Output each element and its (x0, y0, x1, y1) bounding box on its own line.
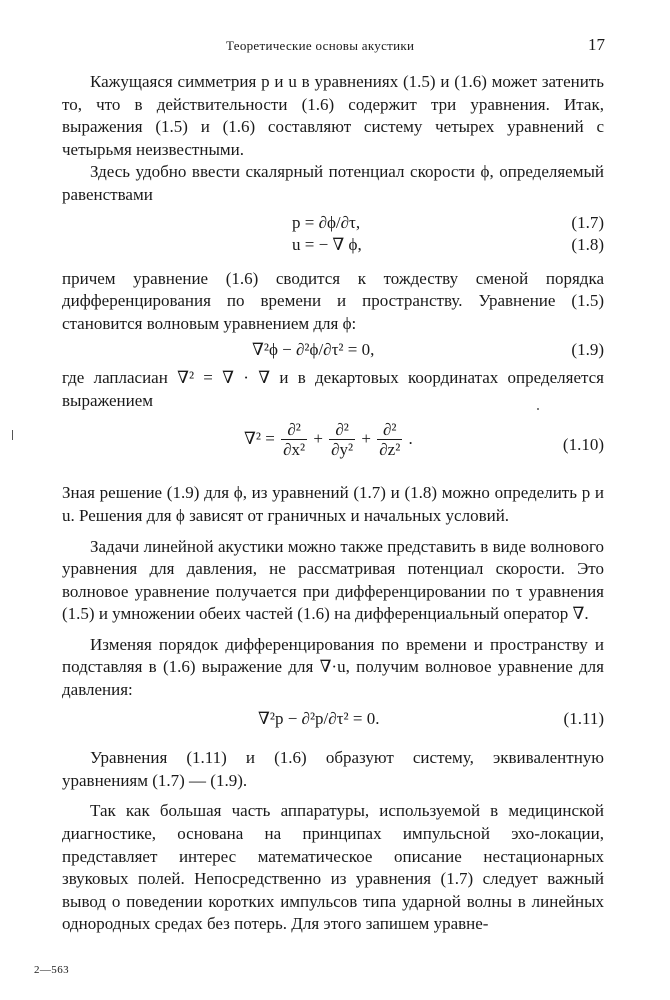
equation-1-9-expr: ∇²ϕ − ∂²ϕ/∂τ² = 0, (252, 339, 375, 359)
paragraph-pressure-wave: Задачи линейной акустики можно также представить в виде волнового уравнения для давления, не рассматривая потенциал скорости. Это волновое уравнение получается при дифференцировании по τ уравнения (1.5) и умножении обеих частей (1.6) на дифференциальный оператор ∇. (62, 536, 604, 624)
equation-1-8 (62, 234, 604, 257)
fraction-z (377, 420, 402, 460)
paragraph-pulse-echo: Так как большая часть аппаратуры, используемой в медицинской диагностике, основана на принципах импульсной эхо-локации, представляет интерес математическое описание нестационарных звуковых полей. Непосредственно из уравнения (1.7) следует важный вывод о поведении коротких импульсов типа ударной волны в линейных однородных средах без потерь. Для этого запишем уравне- (62, 801, 604, 934)
paragraph-order-change: Изменяя порядок дифференцирования по времени и пространству и подставляя в (1.6) выражение для ∇·u, получим волновое уравнение для давления: (62, 634, 604, 700)
equation-1-7-expr: p = ∂ϕ/∂τ, (292, 212, 361, 232)
running-title: Теоретические основы акустики (226, 38, 415, 53)
page-number: 17 (588, 35, 605, 54)
equation-1-8-number: (1.8) (571, 235, 604, 255)
plus-sign: + (313, 429, 323, 449)
fraction-z-denominator: ∂z² (379, 440, 401, 460)
equation-1-8-expr: u = − ∇ ϕ, (292, 235, 362, 255)
equation-1-7-number: (1.7) (571, 212, 604, 232)
equation-1-11-expr: ∇²p − ∂²p/∂τ² = 0. (258, 708, 380, 728)
paragraph-laplacian: где лапласиан ∇² = ∇ · ∇ и в декартовых координатах определяется выражением (62, 368, 604, 410)
equation-1-9 (62, 339, 604, 362)
equation-1-10-number: (1.10) (562, 435, 604, 455)
equation-1-7 (62, 212, 604, 235)
equation-end-dot: . (408, 429, 413, 449)
fraction-y-numerator: ∂² (329, 420, 355, 440)
body-text (62, 71, 604, 936)
equation-1-11 (62, 708, 604, 731)
fraction-x-denominator: ∂x² (283, 440, 306, 460)
signature-mark: 2—563 (34, 964, 69, 976)
paragraph-potential: Здесь удобно ввести скалярный потенциал скорости ϕ, определяемый равенствами (62, 162, 604, 204)
fraction-y (329, 420, 355, 460)
plus-sign: + (361, 429, 371, 449)
equation-1-9-number: (1.9) (571, 339, 604, 359)
page-header (0, 35, 670, 60)
fraction-x (281, 420, 307, 460)
fraction-x-numerator: ∂² (281, 420, 307, 440)
equation-1-10-expr (244, 420, 413, 460)
paragraph-solution: Зная решение (1.9) для ϕ, из уравнений (1.7) и (1.8) можно определить p и u. Решения для ϕ зависят от граничных и начальных условий. (62, 483, 604, 525)
fraction-y-denominator: ∂y² (331, 440, 354, 460)
fraction-z-numerator: ∂² (377, 420, 402, 440)
paragraph-equivalent-system: Уравнения (1.11) и (1.6) образуют систему, эквивалентную уравнениям (1.7) — (1.9). (62, 748, 604, 790)
equation-1-10 (62, 414, 604, 476)
equation-1-11-number: (1.11) (563, 708, 604, 728)
margin-mark (12, 430, 13, 440)
laplacian-lhs: ∇² = (244, 429, 275, 449)
paragraph-identity: причем уравнение (1.6) сводится к тождеству сменой порядка дифференцирования по времени и пространству. Уравнение (1.5) становится волновым уравнением для ϕ: (62, 268, 604, 333)
paragraph-symmetry: Кажущаяся симметрия p и u в уравнениях (1.5) и (1.6) может затенить то, что в действительности (1.6) содержит три уравнения. Итак, выражения (1.5) и (1.6) составляют систему четырех уравнений с четырьмя неизвестными. (62, 72, 604, 159)
